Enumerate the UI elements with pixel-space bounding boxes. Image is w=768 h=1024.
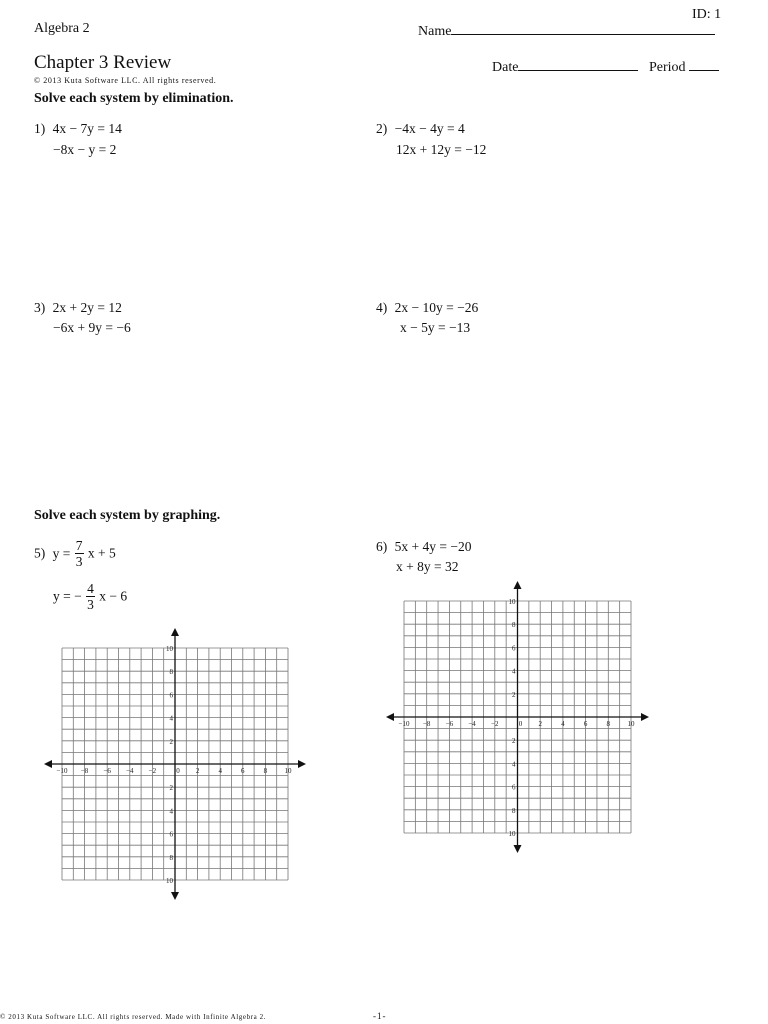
y-tick-label: 2 bbox=[169, 737, 173, 746]
y-tick-label: 6 bbox=[512, 783, 516, 792]
x-tick-label: 6 bbox=[241, 767, 245, 775]
equation-lhs: y = bbox=[52, 545, 71, 561]
page-number: -1- bbox=[373, 1011, 387, 1021]
axis-arrow bbox=[44, 760, 52, 768]
problem-number: 5) bbox=[34, 545, 46, 561]
x-tick-label: −8 bbox=[80, 767, 89, 775]
coordinate-grid-problem-5[interactable] bbox=[44, 628, 306, 900]
x-tick-label: −10 bbox=[398, 720, 410, 728]
x-tick-label: −4 bbox=[468, 720, 476, 728]
header-copyright: © 2013 Kuta Software LLC. All rights reserved. bbox=[34, 76, 217, 85]
y-tick-label: 10 bbox=[166, 877, 173, 885]
page-title: Chapter 3 Review bbox=[34, 52, 172, 73]
section-elimination-instruction: Solve each system by elimination. bbox=[34, 91, 234, 106]
y-tick-label: 6 bbox=[169, 830, 173, 839]
equation: −4x − 4y = 4 bbox=[394, 121, 465, 136]
equation: −8x − y = 2 bbox=[53, 142, 117, 157]
y-tick-label: 6 bbox=[169, 691, 173, 700]
y-tick-label: 4 bbox=[169, 807, 173, 816]
equation-lhs: y = − bbox=[53, 588, 82, 604]
equation: 2x − 10y = −26 bbox=[394, 300, 479, 315]
axis-arrow bbox=[514, 581, 522, 589]
equation: 5x + 4y = −20 bbox=[394, 539, 472, 554]
course-name: Algebra 2 bbox=[34, 21, 90, 36]
x-tick-label: 4 bbox=[561, 720, 565, 728]
y-tick-label: 10 bbox=[166, 645, 173, 653]
x-tick-label: 6 bbox=[583, 720, 588, 728]
y-tick-label: 6 bbox=[512, 644, 516, 653]
y-tick-label: 8 bbox=[169, 668, 173, 677]
footer-copyright: © 2013 Kuta Software LLC. All rights reserved. Made with Infinite Algebra 2. bbox=[0, 1013, 267, 1021]
equation: x + 8y = 32 bbox=[396, 559, 459, 574]
coordinate-grid-problem-6[interactable] bbox=[386, 581, 649, 853]
x-tick-label: 10 bbox=[284, 767, 292, 775]
x-tick-label: −2 bbox=[491, 720, 499, 728]
equation: 4x − 7y = 14 bbox=[52, 121, 122, 136]
x-tick-label: 8 bbox=[263, 767, 268, 775]
x-tick-label: 0 bbox=[518, 720, 523, 728]
y-tick-label: 8 bbox=[512, 621, 516, 630]
axis-arrow bbox=[641, 713, 649, 721]
y-tick-label: 8 bbox=[512, 806, 516, 815]
fraction: $\frac{4}{3}$ bbox=[87, 581, 94, 612]
equation-rhs: x + 5 bbox=[87, 545, 116, 561]
x-tick-label: 2 bbox=[538, 720, 542, 728]
equation: 12x + 12y = −12 bbox=[396, 142, 487, 157]
axis-arrow bbox=[298, 760, 306, 768]
problem-number: 6) bbox=[376, 539, 388, 554]
problem-number: 4) bbox=[376, 300, 388, 315]
axis-arrow bbox=[171, 628, 179, 636]
y-tick-label: 2 bbox=[512, 737, 516, 746]
x-tick-label: −2 bbox=[148, 767, 157, 775]
x-tick-label: 2 bbox=[195, 767, 200, 775]
y-tick-label: 4 bbox=[169, 714, 173, 723]
y-tick-label: 10 bbox=[508, 598, 516, 606]
fraction: $\frac{7}{3}$ bbox=[75, 538, 83, 569]
y-tick-label: 2 bbox=[169, 784, 173, 793]
x-tick-label: 0 bbox=[176, 767, 180, 775]
period-label: Period bbox=[649, 60, 686, 75]
y-tick-label: 4 bbox=[512, 760, 516, 769]
axis-arrow bbox=[171, 892, 179, 900]
problem-number: 3) bbox=[34, 300, 46, 315]
axis-arrow bbox=[514, 845, 522, 853]
x-tick-label: 4 bbox=[218, 767, 222, 775]
y-tick-label: 2 bbox=[512, 690, 516, 699]
x-tick-label: −10 bbox=[56, 767, 68, 775]
y-tick-label: 10 bbox=[508, 830, 516, 838]
equation: x − 5y = −13 bbox=[400, 320, 471, 335]
x-tick-label: −6 bbox=[103, 767, 111, 775]
equation: −6x + 9y = −6 bbox=[53, 320, 131, 335]
x-tick-label: 8 bbox=[606, 720, 611, 728]
name-label: Name bbox=[418, 24, 452, 39]
problem-number: 1) bbox=[34, 121, 46, 136]
x-tick-label: −8 bbox=[422, 720, 431, 728]
section-graphing-instruction: Solve each system by graphing. bbox=[34, 508, 221, 523]
date-label: Date bbox=[492, 60, 519, 75]
equation: 2x + 2y = 12 bbox=[52, 300, 122, 315]
x-tick-label: −6 bbox=[445, 720, 454, 728]
equation-rhs: x − 6 bbox=[99, 588, 128, 604]
y-tick-label: 8 bbox=[169, 853, 173, 862]
x-tick-label: 10 bbox=[627, 720, 635, 728]
axis-arrow bbox=[386, 713, 394, 721]
y-tick-label: 4 bbox=[512, 667, 516, 676]
problem-number: 2) bbox=[376, 121, 388, 136]
worksheet-id: ID: 1 bbox=[692, 7, 722, 22]
x-tick-label: −4 bbox=[126, 767, 134, 775]
